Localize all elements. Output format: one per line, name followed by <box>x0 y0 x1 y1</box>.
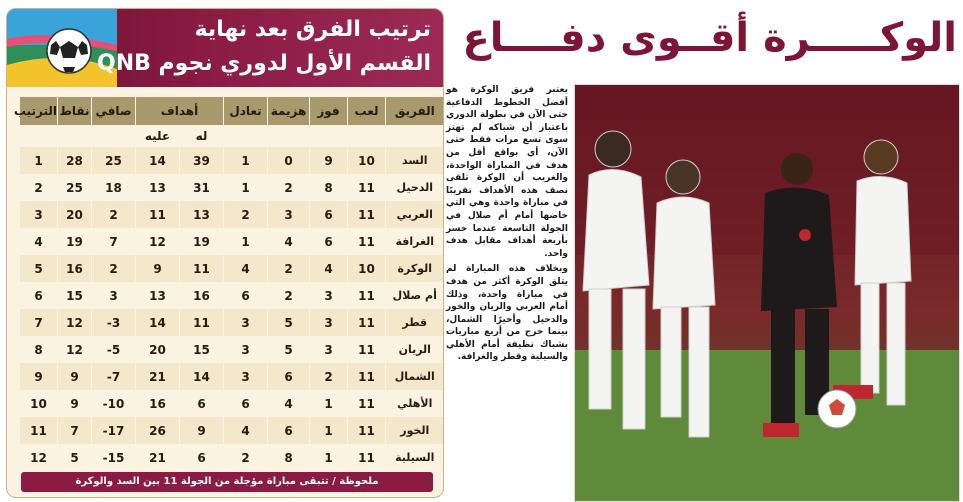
cell-lost: 5 <box>268 309 310 336</box>
cell-lost: 2 <box>268 282 310 309</box>
cell-goal-diff: 15- <box>92 444 136 471</box>
cell-won: 8 <box>310 174 348 201</box>
standings-panel <box>6 8 444 498</box>
cell-team: الخور <box>386 417 444 444</box>
cell-lost: 4 <box>268 228 310 255</box>
cell-lost: 8 <box>268 444 310 471</box>
cell-goals-against: 21 <box>136 444 180 471</box>
cell-rank: 10 <box>20 390 58 417</box>
cell-goals-for: 6 <box>180 444 224 471</box>
cell-goals-against: 14 <box>136 309 180 336</box>
cell-played: 10 <box>348 255 386 282</box>
cell-goal-diff: 7- <box>92 363 136 390</box>
cell-rank: 6 <box>20 282 58 309</box>
cell-goals-against: 13 <box>136 282 180 309</box>
cell-played: 11 <box>348 201 386 228</box>
cell-rank: 11 <box>20 417 58 444</box>
cell-goal-diff: 2 <box>92 255 136 282</box>
cell-goals-against: 26 <box>136 417 180 444</box>
col-lost: هزيمة <box>268 97 310 125</box>
table-row <box>20 444 444 471</box>
cell-lost: 2 <box>268 255 310 282</box>
cell-points: 28 <box>58 147 92 174</box>
col-played: لعب <box>348 97 386 125</box>
cell-lost: 6 <box>268 417 310 444</box>
cell-team: السد <box>386 147 444 174</box>
table-subheader-row <box>20 125 444 147</box>
cell-rank: 12 <box>20 444 58 471</box>
col-goals: أهداف <box>136 97 224 125</box>
table-row <box>20 228 444 255</box>
cell-won: 1 <box>310 417 348 444</box>
cell-rank: 7 <box>20 309 58 336</box>
cell-won: 1 <box>310 444 348 471</box>
cell-rank: 5 <box>20 255 58 282</box>
cell-goal-diff: 7 <box>92 228 136 255</box>
cell-drawn: 6 <box>224 282 268 309</box>
cell-drawn: 1 <box>224 147 268 174</box>
cell-goal-diff: 3 <box>92 282 136 309</box>
article-paragraph-2: وبخلاف هذه المباراة لم يتلق الوكرة أكثر من هدف في مباراة واحدة، وذلك أمام العربي والريان والخور والدحيل وأخيرًا الشمال، بينما خرج من أربع مباريات بشباك نظيفة أمام الأهلي والسيلية وقطر والغرافة. <box>446 264 568 363</box>
cell-played: 10 <box>348 147 386 174</box>
cell-won: 6 <box>310 201 348 228</box>
cell-goals-for: 13 <box>180 201 224 228</box>
cell-points: 7 <box>58 417 92 444</box>
col-points: نقاط <box>58 97 92 125</box>
cell-played: 11 <box>348 174 386 201</box>
cell-rank: 3 <box>20 201 58 228</box>
cell-goals-against: 9 <box>136 255 180 282</box>
table-row <box>20 201 444 228</box>
cell-goal-diff: 17- <box>92 417 136 444</box>
cell-goals-for: 19 <box>180 228 224 255</box>
cell-lost: 6 <box>268 363 310 390</box>
cell-lost: 0 <box>268 147 310 174</box>
cell-team: الغرافة <box>386 228 444 255</box>
table-row <box>20 390 444 417</box>
cell-rank: 8 <box>20 336 58 363</box>
cell-team: الشمال <box>386 363 444 390</box>
cell-points: 25 <box>58 174 92 201</box>
cell-drawn: 3 <box>224 336 268 363</box>
cell-goals-for: 11 <box>180 309 224 336</box>
cell-team: أم صلال <box>386 282 444 309</box>
table-header-row <box>20 97 444 125</box>
col-goals-against: عليه <box>144 129 171 143</box>
cell-points: 5 <box>58 444 92 471</box>
cell-won: 3 <box>310 309 348 336</box>
cell-drawn: 1 <box>224 228 268 255</box>
cell-goal-diff: 3- <box>92 309 136 336</box>
cell-won: 6 <box>310 228 348 255</box>
cell-goals-against: 12 <box>136 228 180 255</box>
cell-drawn: 6 <box>224 390 268 417</box>
cell-lost: 2 <box>268 174 310 201</box>
table-row <box>20 282 444 309</box>
cell-points: 20 <box>58 201 92 228</box>
table-row <box>20 363 444 390</box>
col-goal-diff: صافي <box>92 97 136 125</box>
cell-won: 9 <box>310 147 348 174</box>
cell-goal-diff: 10- <box>92 390 136 417</box>
cell-goal-diff: 18 <box>92 174 136 201</box>
cell-points: 12 <box>58 336 92 363</box>
article-paragraph-1: يعتبر فريق الوكرة هو أفضل الخطوط الدفاعية حتى الآن في بطولة الدوري باعتبار أن شباكه لم تهتز سوى تسع مرات فقط حتى الآن، أي بواقع أقل من هدف في المباراة الواحدة، والغريب أن الوكرة تلقى نصف هذه الأهداف تقريبًا في مباراة واحدة وهي التي خاضها أمام أم صلال في الجولة التاسعة عندما خسر بأربعة أهداف مقابل هدف واحد. <box>446 85 568 259</box>
cell-points: 15 <box>58 282 92 309</box>
cell-team: الريان <box>386 336 444 363</box>
table-row <box>20 174 444 201</box>
cell-played: 11 <box>348 282 386 309</box>
table-row <box>20 147 444 174</box>
cell-team: السيلية <box>386 444 444 471</box>
cell-points: 9 <box>58 390 92 417</box>
cell-points: 16 <box>58 255 92 282</box>
cell-won: 4 <box>310 255 348 282</box>
cell-lost: 5 <box>268 336 310 363</box>
cell-drawn: 1 <box>224 174 268 201</box>
standings-header <box>7 9 443 87</box>
cell-played: 11 <box>348 336 386 363</box>
standings-table <box>13 97 444 471</box>
article-body <box>446 84 568 367</box>
cell-drawn: 2 <box>224 201 268 228</box>
cell-rank: 2 <box>20 174 58 201</box>
cell-drawn: 4 <box>224 417 268 444</box>
cell-goals-for: 31 <box>180 174 224 201</box>
cell-drawn: 3 <box>224 363 268 390</box>
cell-team: الأهلي <box>386 390 444 417</box>
cell-drawn: 2 <box>224 444 268 471</box>
article-headline: الوكـــــرة أقــوى دفــــاع <box>462 15 957 61</box>
col-rank: الترتيب <box>20 97 58 125</box>
cell-played: 11 <box>348 228 386 255</box>
cell-goals-for: 39 <box>180 147 224 174</box>
cell-goals-for: 16 <box>180 282 224 309</box>
cell-team: قطر <box>386 309 444 336</box>
table-row <box>20 255 444 282</box>
col-team: الفريق <box>386 97 444 125</box>
cell-goals-for: 15 <box>180 336 224 363</box>
cell-rank: 4 <box>20 228 58 255</box>
cell-played: 11 <box>348 390 386 417</box>
cell-rank: 1 <box>20 147 58 174</box>
cell-won: 3 <box>310 282 348 309</box>
cell-goal-diff: 25 <box>92 147 136 174</box>
match-photo <box>574 84 960 502</box>
cell-lost: 4 <box>268 390 310 417</box>
col-goals-for: له <box>195 129 208 143</box>
col-won: فوز <box>310 97 348 125</box>
cell-won: 2 <box>310 363 348 390</box>
cell-points: 12 <box>58 309 92 336</box>
cell-goals-against: 21 <box>136 363 180 390</box>
cell-won: 1 <box>310 390 348 417</box>
cell-team: الوكرة <box>386 255 444 282</box>
cell-goals-against: 13 <box>136 174 180 201</box>
cell-team: العربي <box>386 201 444 228</box>
cell-goals-against: 14 <box>136 147 180 174</box>
standings-title-line1: ترتيب الفرق بعد نهاية <box>194 17 431 42</box>
cell-goals-for: 14 <box>180 363 224 390</box>
col-drawn: تعادل <box>224 97 268 125</box>
cell-drawn: 4 <box>224 255 268 282</box>
cell-team: الدحيل <box>386 174 444 201</box>
cell-points: 19 <box>58 228 92 255</box>
standings-note: ملحوظة / تتبقى مباراة مؤجلة من الجولة 11 بين السد والوكرة <box>21 472 433 492</box>
table-row <box>20 336 444 363</box>
cell-goals-against: 16 <box>136 390 180 417</box>
standings-body <box>20 147 444 471</box>
cell-goals-for: 6 <box>180 390 224 417</box>
cell-played: 11 <box>348 309 386 336</box>
cell-goals-against: 11 <box>136 201 180 228</box>
cell-goals-for: 11 <box>180 255 224 282</box>
cell-drawn: 3 <box>224 309 268 336</box>
cell-played: 11 <box>348 444 386 471</box>
cell-played: 11 <box>348 417 386 444</box>
standings-title-line2: القسم الأول لدوري نجوم QNB <box>97 51 431 76</box>
cell-points: 9 <box>58 363 92 390</box>
cell-goal-diff: 5- <box>92 336 136 363</box>
cell-goals-against: 20 <box>136 336 180 363</box>
cell-won: 3 <box>310 336 348 363</box>
table-row <box>20 309 444 336</box>
cell-goal-diff: 2 <box>92 201 136 228</box>
table-row <box>20 417 444 444</box>
cell-played: 11 <box>348 363 386 390</box>
cell-lost: 3 <box>268 201 310 228</box>
cell-goals-for: 9 <box>180 417 224 444</box>
cell-rank: 9 <box>20 363 58 390</box>
